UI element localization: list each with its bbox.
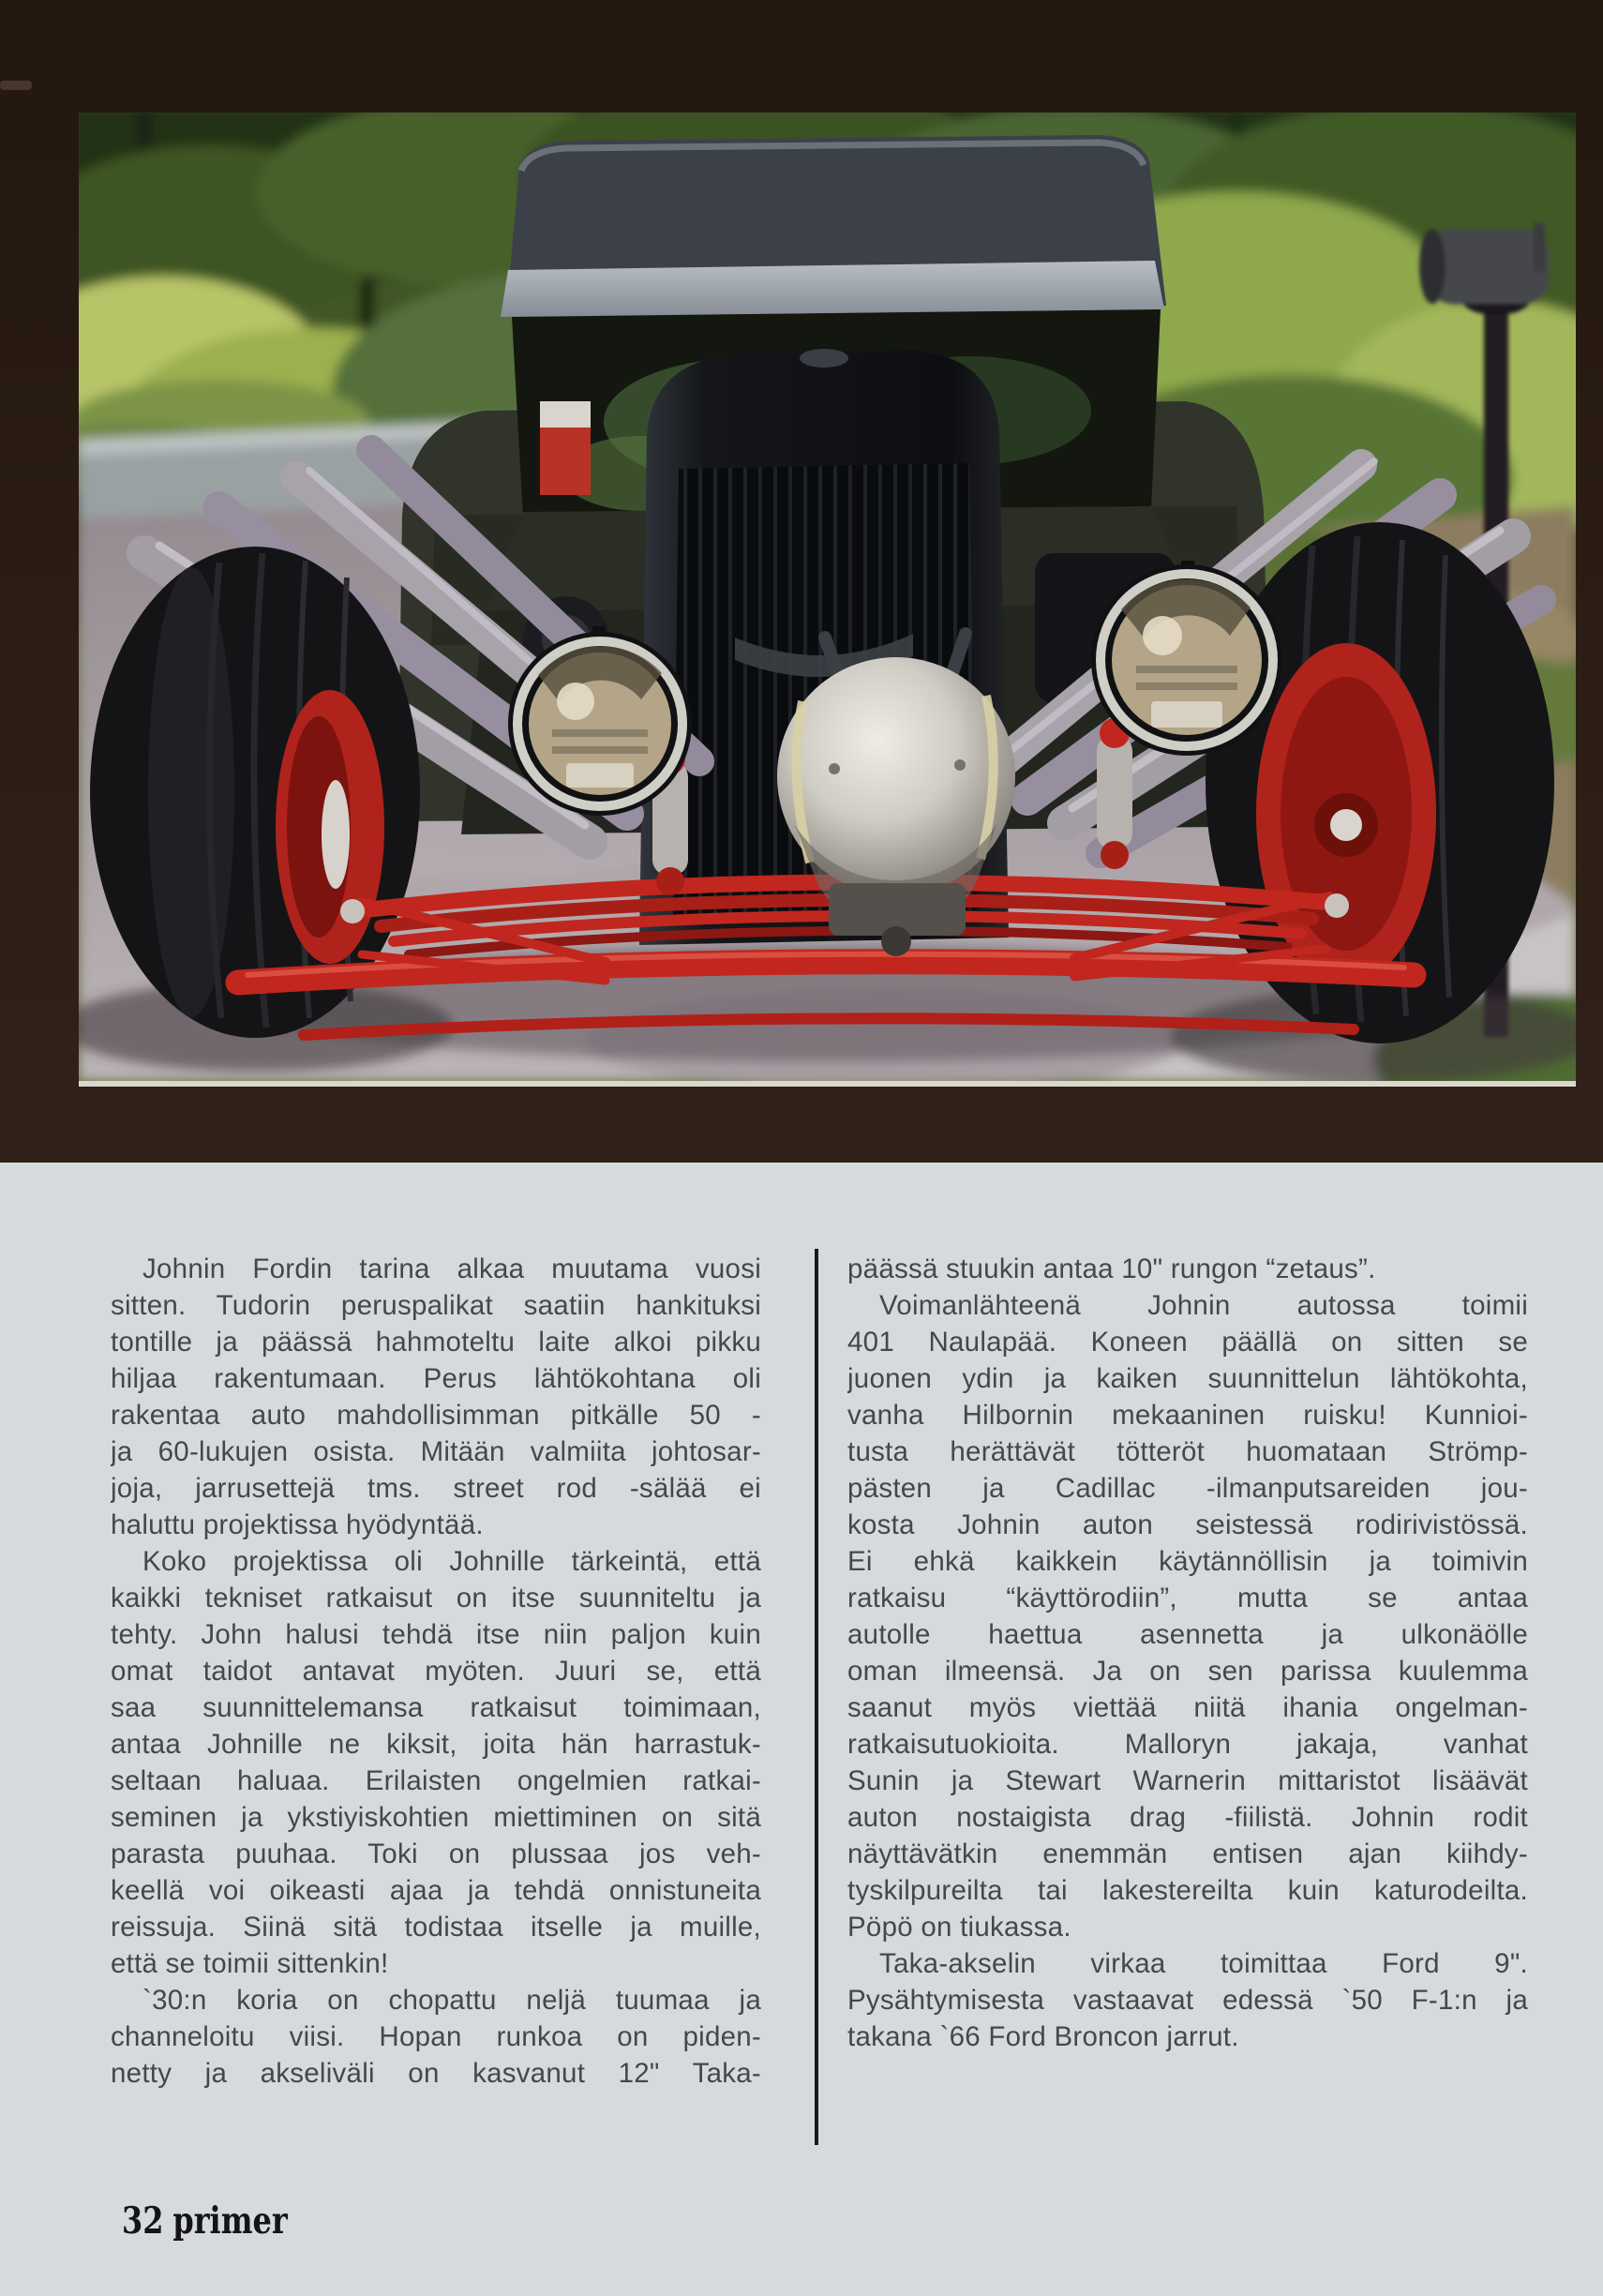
text-line: `30:n koria on chopattu neljä tuumaa ja <box>142 1985 761 2016</box>
article-column-right <box>847 1251 1528 2055</box>
text-line: omat taidot antavat myöten. Juuri se, että <box>111 1656 761 1687</box>
text-line: joja, jarrusettejä tms. street rod -sälää ei <box>111 1473 761 1504</box>
text-line: netty ja akseliväli on kasvanut 12" Taka- <box>111 2058 761 2089</box>
text-line: Johnin Fordin tarina alkaa muutama vuosi <box>142 1253 761 1284</box>
text-line: saanut myös viettää niitä ihania ongelman- <box>847 1692 1528 1723</box>
text-line: takana `66 Ford Broncon jarrut. <box>847 2021 1239 2052</box>
text-line: Voimanlähteenä Johnin autossa toimii <box>879 1290 1528 1321</box>
text-line: sitten. Tudorin peruspalikat saatiin hankituksi <box>111 1290 761 1321</box>
text-line: autolle haettua asennetta ja ulkonäölle <box>847 1619 1528 1650</box>
text-line: haluttu projektissa hyödyntää. <box>111 1509 484 1540</box>
text-line: vanha Hilbornin mekaaninen ruisku! Kunnioi- <box>847 1400 1528 1431</box>
text-line: parasta puuhaa. Toki on plussaa jos veh- <box>111 1838 761 1869</box>
text-line: channeloitu viisi. Hopan runkoa on piden- <box>111 2021 761 2052</box>
text-line: ratkaisutuokioita. Malloryn jakaja, vanhat <box>847 1729 1528 1760</box>
text-line: Sunin ja Stewart Warnerin mittaristot lisäävät <box>847 1765 1528 1796</box>
text-line: että se toimii sittenkin! <box>111 1948 389 1979</box>
text-line: keellä voi oikeasti ajaa ja tehdä onnistuneita <box>111 1875 761 1906</box>
text-line: kaikki tekniset ratkaisut on itse suunniteltu ja <box>111 1583 761 1613</box>
column-divider <box>815 1249 818 2145</box>
text-line: Pysähtymisesta vastaavat edessä `50 F-1:n ja <box>847 1985 1528 2016</box>
magazine-name: primer <box>172 2199 288 2243</box>
text-line: Taka-akselin virkaa toimittaa Ford 9". <box>879 1948 1528 1979</box>
text-line: Koko projektissa oli Johnille tärkeintä, että <box>142 1546 761 1577</box>
text-line: saa suunnittelemansa ratkaisut toimimaan, <box>111 1692 761 1723</box>
text-line: auton nostaigista drag -fiilistä. Johnin rodit <box>847 1802 1528 1833</box>
text-line: tontille ja päässä hahmoteltu laite alkoi pikku <box>111 1327 761 1358</box>
text-line: Pöpö on tiukassa. <box>847 1912 1071 1943</box>
frame-smudge <box>0 81 32 90</box>
text-line: 401 Naulapää. Koneen päällä on sitten se <box>847 1327 1528 1358</box>
text-line: ratkaisu “käyttörodiin”, mutta se antaa <box>847 1583 1528 1613</box>
page-number: 32 <box>122 2199 164 2243</box>
text-line: reissuja. Siinä sitä todistaa itselle ja muille, <box>111 1912 761 1943</box>
sun-visor <box>501 261 1164 317</box>
text-line: päässä stuukin antaa 10" rungon “zetaus”. <box>847 1253 1376 1284</box>
text-line: näyttävätkin enemmän entisen ajan kiihdy- <box>847 1838 1528 1869</box>
text-line: seltaan haluaa. Erilaisten ongelmien ratkai- <box>111 1765 761 1796</box>
text-line: tusta herättävät tötteröt huomataan Strömp- <box>847 1436 1528 1467</box>
text-line: rakentaa auto mahdollisimman pitkälle 50 - <box>111 1400 761 1431</box>
text-line: Ei ehkä kaikkein käytännöllisin ja toimivin <box>847 1546 1528 1577</box>
text-line: antaa Johnille ne kiksit, joita hän harrastuk- <box>111 1729 761 1760</box>
text-line: seminen ja ykstiyiskohtien miettiminen on sitä <box>111 1802 761 1833</box>
hot-rod-photo-illustration <box>79 113 1576 1081</box>
text-line: tehty. John halusi tehdä itse niin paljon kuin <box>111 1619 761 1650</box>
page-footer <box>122 2199 288 2243</box>
text-line: juonen ydin ja kaiken suunnittelun lähtökohta, <box>847 1363 1528 1394</box>
article-column-left <box>111 1251 761 2092</box>
text-line: ja 60-lukujen osista. Mitään valmiita johtosar- <box>111 1436 761 1467</box>
text-line: tyskilpureilta tai lakestereilta kuin katurodeilta. <box>847 1875 1528 1906</box>
text-line: oman ilmeensä. Ja on sen parissa kuulemma <box>847 1656 1528 1687</box>
text-line: pästen ja Cadillac -ilmanputsareiden jou- <box>847 1473 1528 1504</box>
hot-rod-photo <box>79 113 1576 1087</box>
text-line: kosta Johnin auton seistessä rodirivistössä. <box>847 1509 1528 1540</box>
text-line: hiljaa rakentumaan. Perus lähtökohtana oli <box>111 1363 761 1394</box>
